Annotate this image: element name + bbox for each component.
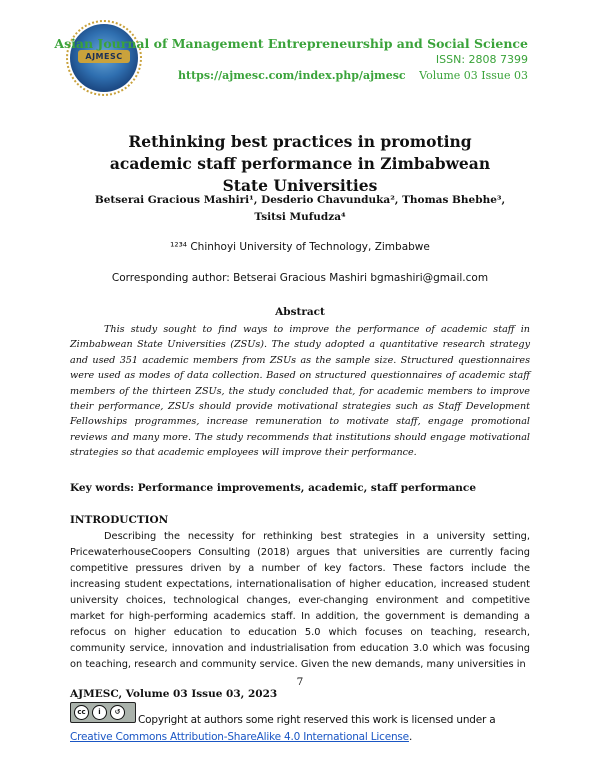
license-link[interactable]: Creative Commons Attribution-ShareAlike 4.0 International License (70, 731, 409, 743)
volume-issue: Volume 03 Issue 03 (419, 69, 528, 82)
copyright-text: Copyright at authors some right reserved this work is licensed under a (138, 714, 496, 726)
corresponding-author: Corresponding author: Betserai Gracious Mashiri bgmashiri@gmail.com (111, 272, 489, 284)
journal-url-link[interactable]: https://ajmesc.com/index.php/ajmesc (178, 69, 406, 82)
introduction-text: Describing the necessity for rethinking best strategies in a university setting, PricewaterhouseCoopers Consulting (2018) argues that universities are currently facing competitive pressures driven by a number of key factors. These factors include the increasing student expectations, internationalisation of higher education, increased student university choices, technological changes, ever-changing environment and competitive market for high-performing academics staff. In addition, the government is demanding a refocus on higher education to education 5.0 which focuses on teaching, research, community service, innovation and industrialisation from education 3.0 which was focusing on teaching, research and community service. Given the new demands, many universities in (70, 531, 530, 670)
attribution-icon: i (92, 705, 107, 720)
keywords: Key words: Performance improvements, academic, staff performance (70, 482, 476, 494)
affiliation: ¹²³⁴ Chinhoyi University of Technology, Zimbabwe (170, 241, 430, 253)
abstract-heading: Abstract (275, 306, 325, 318)
copyright-trailing: . (408, 731, 413, 743)
page-number: 7 (296, 676, 304, 688)
author-list: Betserai Gracious Mashiri¹, Desderio Chavunduka², Thomas Bhebhe³, Tsitsi Mufudza⁴ (94, 194, 506, 223)
introduction-heading: INTRODUCTION (70, 514, 169, 526)
footer-citation: AJMESC, Volume 03 Issue 03, 2023 (70, 688, 278, 700)
paper-title: Rethinking best practices in promoting academic staff performance in Zimbabwean State Universities (109, 132, 491, 195)
journal-name: Asian Journal of Management Entrepreneurship and Social Science (54, 36, 528, 51)
share-alike-icon: ↺ (110, 705, 125, 720)
cc-icon: cc (74, 705, 89, 720)
copyright-notice (70, 712, 540, 746)
abstract-text: This study sought to find ways to improve the performance of academic staff in Zimbabwean State Universities (ZSUs). The study adopted a quantitative research strategy and used 351 academic members from ZSUs as the sample size. Structured questionnaires were used as modes of data collection. Based on structured questionnaires of academic staff members of the thirteen ZSUs, the study concluded that, for academic members to improve their performance, ZSUs should provide motivational strategies such as Staff Development Fellowships programmes, increase remuneration to motivate staff, engage promotional reviews and many more. The study recommends that institutions should engage motivational strategies so that academic employees will improve their performance. (70, 324, 530, 459)
issn: ISSN: 2808 7399 (435, 53, 528, 66)
journal-logo-text: AJMESC (78, 50, 130, 63)
